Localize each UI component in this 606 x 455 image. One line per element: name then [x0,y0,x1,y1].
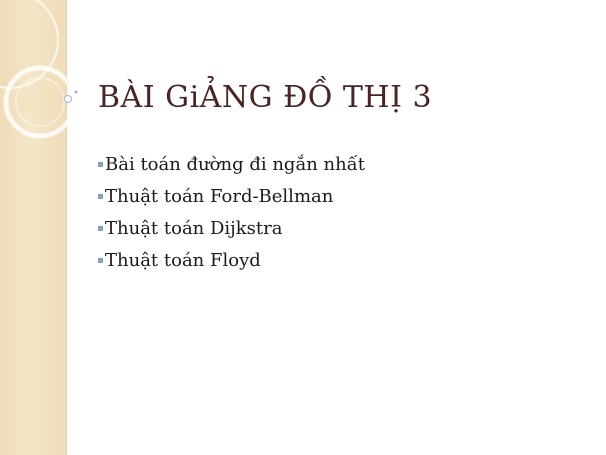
bullet-text: Thuật toán Dijkstra [105,217,283,239]
bullet-text: Thuật toán Floyd [105,249,261,271]
list-item [98,244,365,276]
square-bullet-icon [98,162,103,167]
square-bullet-icon [98,226,103,231]
square-bullet-icon [98,194,103,199]
bullet-text: Bài toán đường đi ngắn nhất [105,153,365,175]
square-bullet-icon [98,258,103,263]
concentric-rings-decoration-icon [0,0,120,140]
slide-title: BÀI GiẢNG ĐỒ THỊ 3 [98,80,433,115]
list-item [98,212,365,244]
bullet-list [98,148,365,276]
list-item [98,180,365,212]
bullet-text: Thuật toán Ford-Bellman [105,185,334,207]
list-item [98,148,365,180]
